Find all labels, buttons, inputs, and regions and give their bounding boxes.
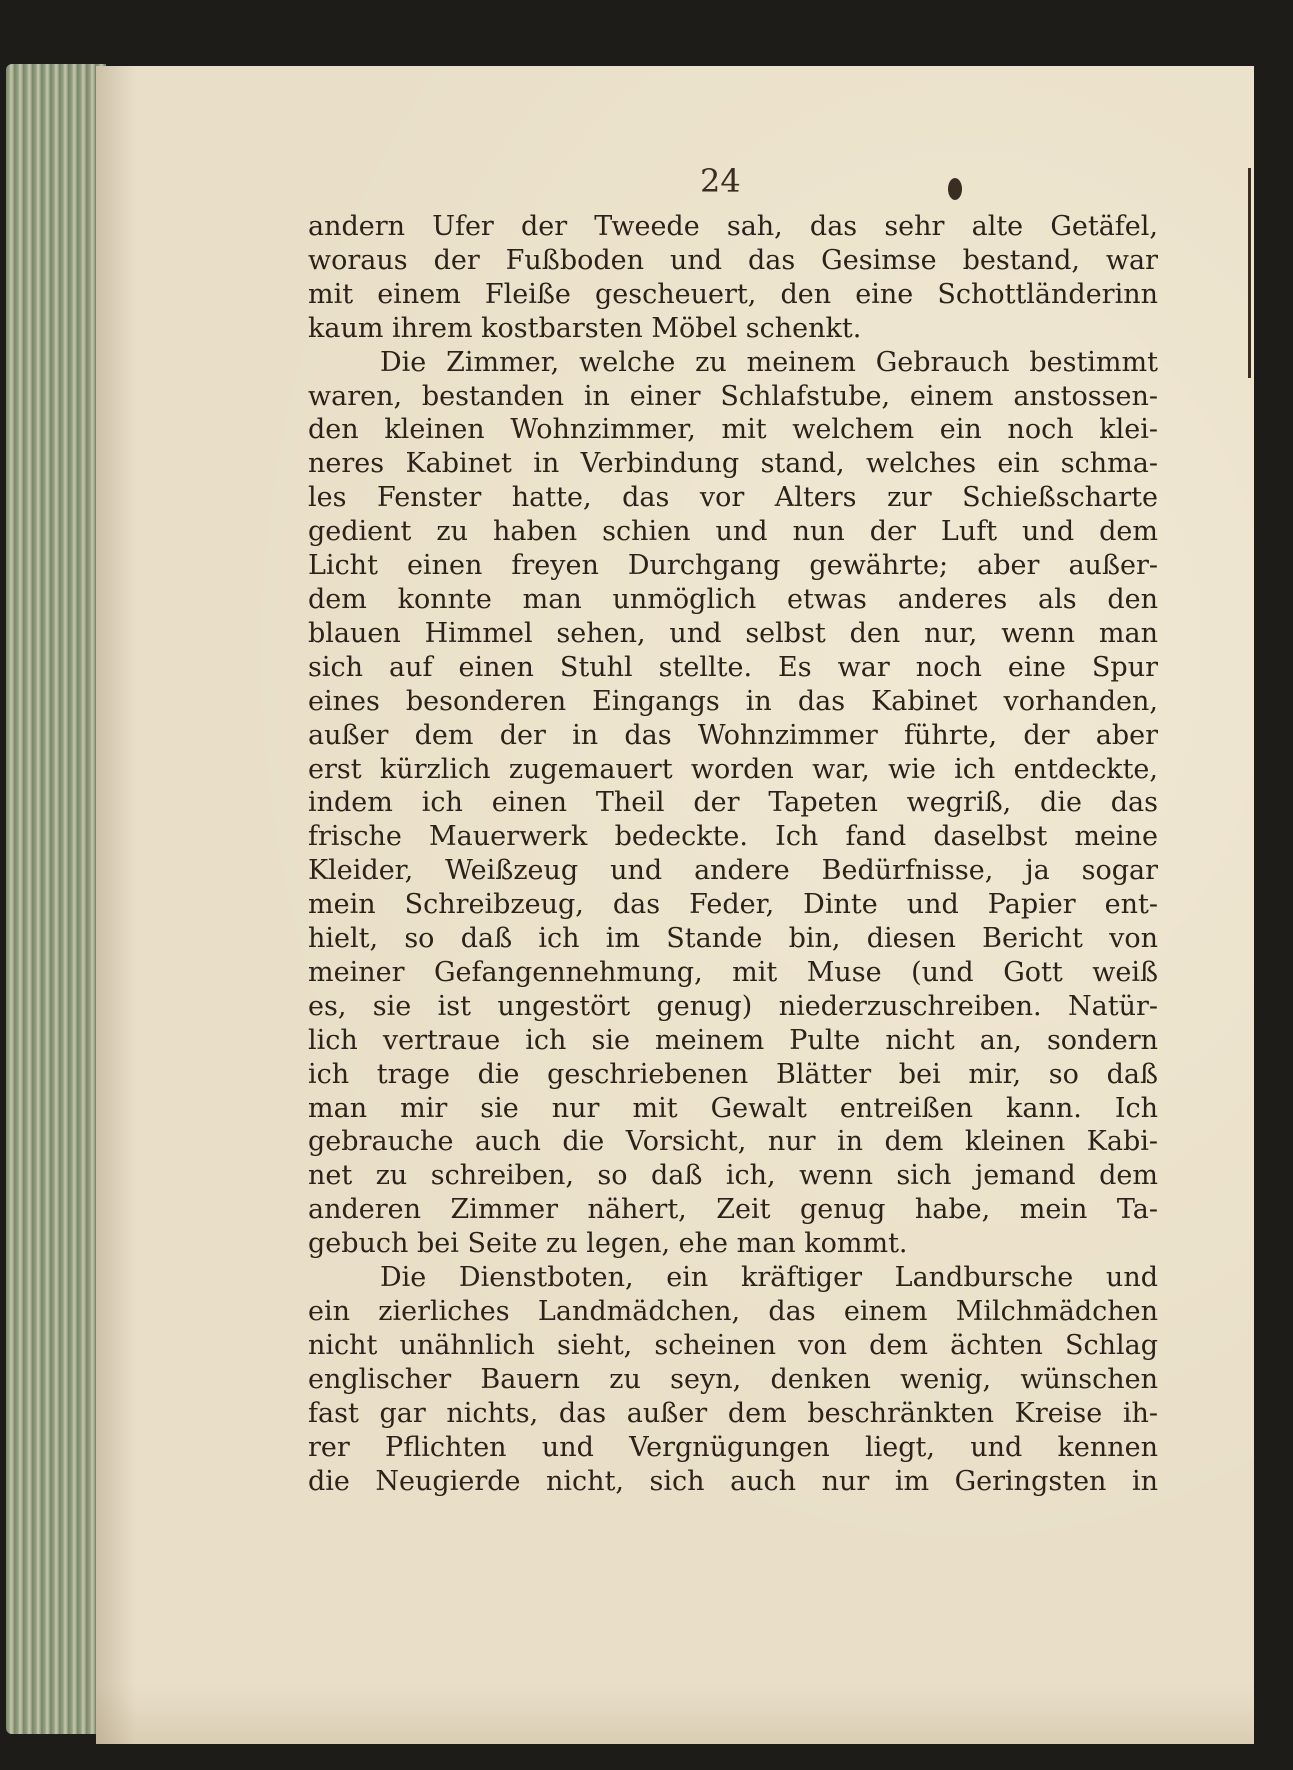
text-line: ein zierliches Landmädchen, das einem Milchmädchen bbox=[308, 1296, 1158, 1327]
text-line: man mir sie nur mit Gewalt entreißen kann. Ich bbox=[308, 1092, 1158, 1124]
ink-spot bbox=[948, 178, 962, 200]
text-line: fast gar nichts, das außer dem beschränkten Kreise ih- bbox=[308, 1397, 1158, 1429]
text-line: es, sie ist ungestört genug) niederzuschreiben. Natür- bbox=[308, 990, 1158, 1022]
text-line: Kleider, Weißzeug und andere Bedürfnisse, ja sogar bbox=[308, 855, 1158, 887]
text-line: erst kürzlich zugemauert worden war, wie ich entdeckte, bbox=[308, 753, 1158, 785]
text-line: mein Schreibzeug, das Feder, Dinte und Papier ent- bbox=[308, 889, 1158, 921]
text-line: meiner Gefangennehmung, mit Muse (und Gott weiß bbox=[308, 956, 1158, 988]
text-line: Die Zimmer, welche zu meinem Gebrauch bestimmt bbox=[380, 346, 1158, 378]
text-line: englischer Bauern zu seyn, denken wenig, wünschen bbox=[308, 1363, 1158, 1395]
text-line: ich trage die geschriebenen Blätter bei mir, so daß bbox=[308, 1058, 1158, 1090]
text-line: gebuch bei Seite zu legen, ehe man kommt. bbox=[308, 1228, 908, 1260]
text-line: sich auf einen Stuhl stellte. Es war noch eine Spur bbox=[308, 651, 1158, 683]
text-line: woraus der Fußboden und das Gesimse bestand, war bbox=[308, 244, 1158, 276]
text-line: indem ich einen Theil der Tapeten wegriß, die das bbox=[308, 787, 1158, 819]
text-line: rer Pflichten und Vergnügungen liegt, und kennen bbox=[308, 1431, 1158, 1463]
text-line: net zu schreiben, so daß ich, wenn sich jemand dem bbox=[308, 1160, 1158, 1192]
text-line: außer dem der in das Wohnzimmer führte, der aber bbox=[308, 719, 1158, 751]
text-line: gebrauche auch die Vorsicht, nur in dem kleinen Kabi- bbox=[308, 1126, 1158, 1158]
text-line: gedient zu haben schien und nun der Luft und dem bbox=[308, 516, 1158, 548]
text-line: kaum ihrem kostbarsten Möbel schenkt. bbox=[308, 312, 862, 344]
text-line: neres Kabinet in Verbindung stand, welches ein schma- bbox=[308, 448, 1158, 480]
text-line: eines besonderen Eingangs in das Kabinet vorhanden, bbox=[308, 685, 1158, 717]
text-line: anderen Zimmer nähert, Zeit genug habe, mein Ta- bbox=[308, 1194, 1158, 1226]
text-line: waren, bestanden in einer Schlafstube, einem anstossen- bbox=[308, 380, 1158, 412]
text-line: dem konnte man unmöglich etwas anderes als den bbox=[308, 583, 1158, 615]
text-line: mit einem Fleiße gescheuert, den eine Schottländerinn bbox=[308, 278, 1158, 310]
body-text bbox=[308, 210, 1158, 1498]
text-line: Die Dienstboten, ein kräftiger Landbursche und bbox=[380, 1262, 1158, 1294]
text-line: lich vertraue ich sie meinem Pulte nicht an, sondern bbox=[308, 1024, 1158, 1056]
margin-mark bbox=[1248, 168, 1251, 378]
text-line: les Fenster hatte, das vor Alters zur Schießscharte bbox=[308, 482, 1158, 514]
text-line: andern Ufer der Tweede sah, das sehr alte Getäfel, bbox=[308, 211, 1158, 242]
text-line: nicht unähnlich sieht, scheinen von dem ächten Schlag bbox=[308, 1329, 1158, 1361]
text-line: blauen Himmel sehen, und selbst den nur, wenn man bbox=[308, 617, 1158, 649]
text-line: hielt, so daß ich im Stande bin, diesen Bericht von bbox=[308, 923, 1158, 955]
text-line: den kleinen Wohnzimmer, mit welchem ein noch klei- bbox=[308, 414, 1158, 446]
book-page-edges bbox=[6, 64, 106, 1734]
page-number: 24 bbox=[700, 162, 741, 200]
text-line: Licht einen freyen Durchgang gewährte; aber außer- bbox=[308, 550, 1158, 582]
text-line: frische Mauerwerk bedeckte. Ich fand daselbst meine bbox=[308, 821, 1158, 853]
text-line: die Neugierde nicht, sich auch nur im Geringsten in bbox=[308, 1465, 1158, 1497]
